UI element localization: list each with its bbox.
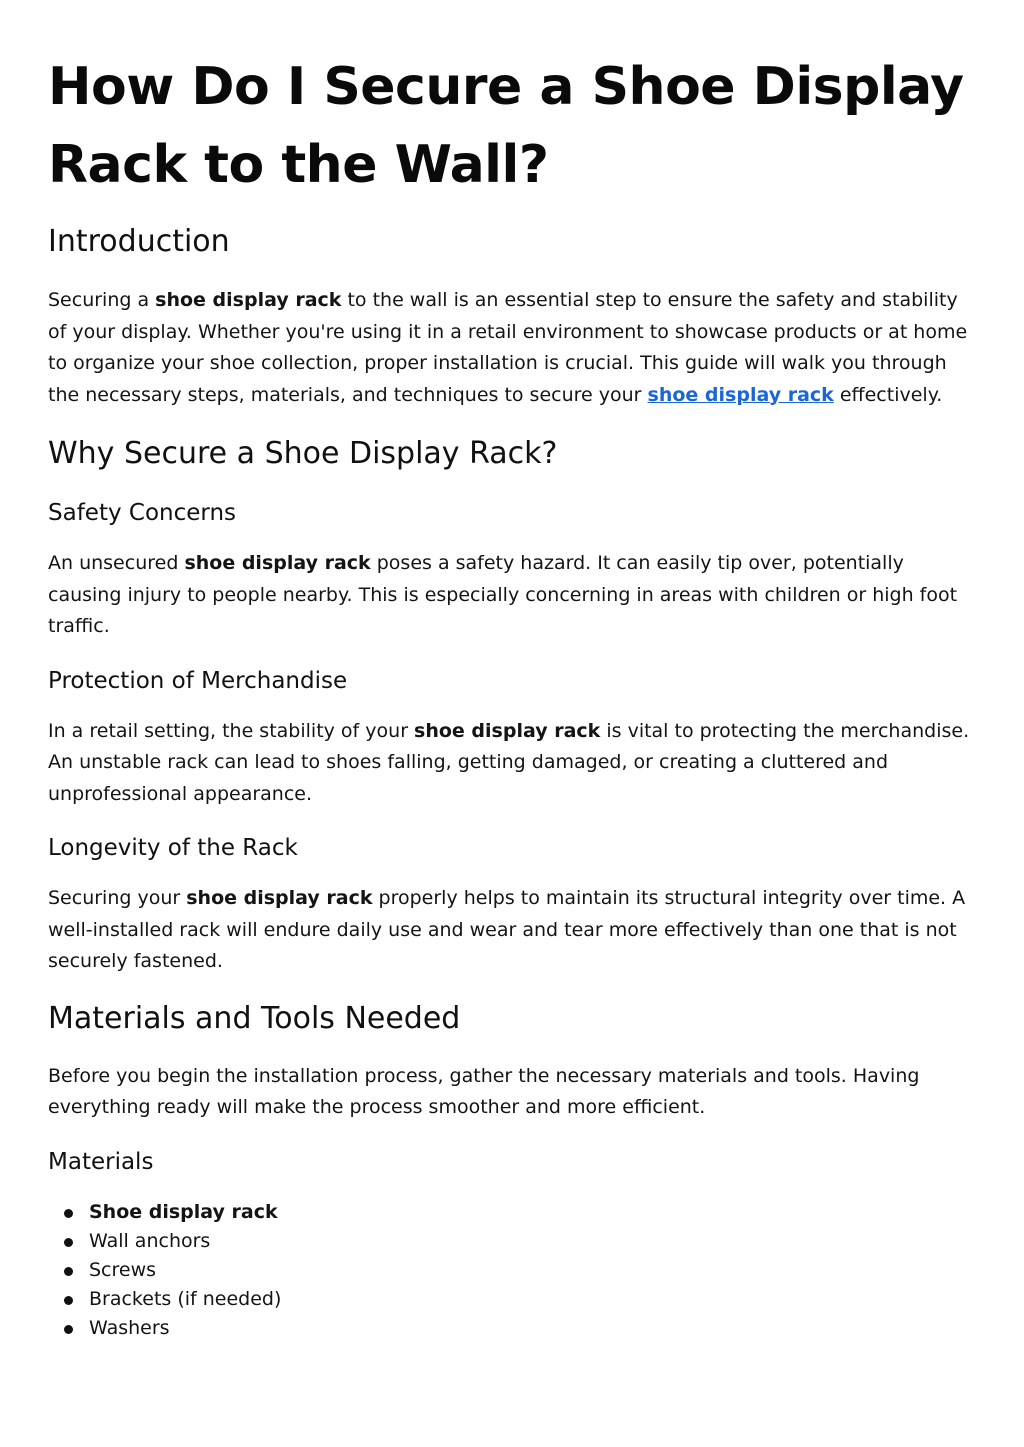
longevity-text-end: properly helps to maintain its structural integrity over time. A well-installed rack will endure daily use and wear and tear more effectively than one that is not securely fastened.	[48, 887, 966, 972]
list-item-label: Shoe display rack	[89, 1200, 278, 1223]
list-item	[48, 1227, 978, 1256]
list-item	[48, 1314, 978, 1343]
bullet-icon	[64, 1238, 73, 1247]
intro-text-end: effectively.	[833, 383, 943, 406]
list-item	[48, 1198, 978, 1227]
section-heading-introduction: Introduction	[48, 224, 230, 259]
list-item	[48, 1256, 978, 1285]
list-item-label: Screws	[89, 1258, 157, 1281]
safety-text-start: An unsecured	[48, 552, 185, 574]
protection-text-start: In a retail setting, the stability of your	[48, 719, 415, 742]
section-heading-materials-and-tools: Materials and Tools Needed	[48, 1000, 461, 1036]
bullet-icon	[64, 1325, 73, 1334]
longevity-paragraph	[48, 883, 978, 978]
list-item-label: Wall anchors	[89, 1229, 211, 1252]
materials-list	[48, 1198, 978, 1343]
document-page	[48, 0, 978, 1343]
subheading-protection-of-merchandise: Protection of Merchandise	[48, 667, 348, 694]
intro-text-start: Securing a	[48, 289, 156, 311]
safety-text-end: poses a safety hazard. It can easily tip over, potentially causing injury to people nearby. This is especially concerning in areas with children or high foot traffic.	[48, 552, 958, 637]
subheading-materials: Materials	[48, 1148, 154, 1175]
list-item-label: Washers	[89, 1316, 170, 1339]
longevity-text-start: Securing your	[48, 887, 187, 909]
protection-keyword: shoe display rack	[414, 719, 601, 742]
list-item-label: Brackets (if needed)	[89, 1287, 282, 1310]
page-title: How Do I Secure a Shoe Display Rack to the Wall?	[48, 57, 964, 195]
subheading-safety-concerns: Safety Concerns	[48, 500, 236, 526]
section-heading-why-secure: Why Secure a Shoe Display Rack?	[48, 436, 558, 471]
shoe-display-rack-link[interactable]: shoe display rack	[647, 383, 834, 406]
bullet-icon	[64, 1209, 73, 1218]
protection-paragraph	[48, 716, 978, 811]
safety-paragraph	[48, 548, 978, 643]
bullet-icon	[64, 1267, 73, 1276]
intro-text-middle: to the wall is an essential step to ensure the safety and stability of your display. Whether you're using it in a retail environment to showcase products or at home to organize your shoe collection, proper installation is crucial. This guide will walk you through the necessary steps, materials, and techniques to secure your	[48, 289, 968, 406]
intro-paragraph	[48, 285, 978, 411]
safety-keyword: shoe display rack	[184, 552, 371, 574]
list-item	[48, 1285, 978, 1314]
intro-keyword: shoe display rack	[155, 289, 342, 311]
bullet-icon	[64, 1296, 73, 1305]
protection-text-end: is vital to protecting the merchandise. An unstable rack can lead to shoes falling, getting damaged, or creating a cluttered and unprofessional appearance.	[48, 719, 970, 805]
materials-tools-paragraph: Before you begin the installation process, gather the necessary materials and tools. Having everything ready will make the process smoother and more efficient.	[48, 1064, 920, 1118]
longevity-keyword: shoe display rack	[186, 887, 373, 909]
subheading-longevity: Longevity of the Rack	[48, 835, 298, 861]
